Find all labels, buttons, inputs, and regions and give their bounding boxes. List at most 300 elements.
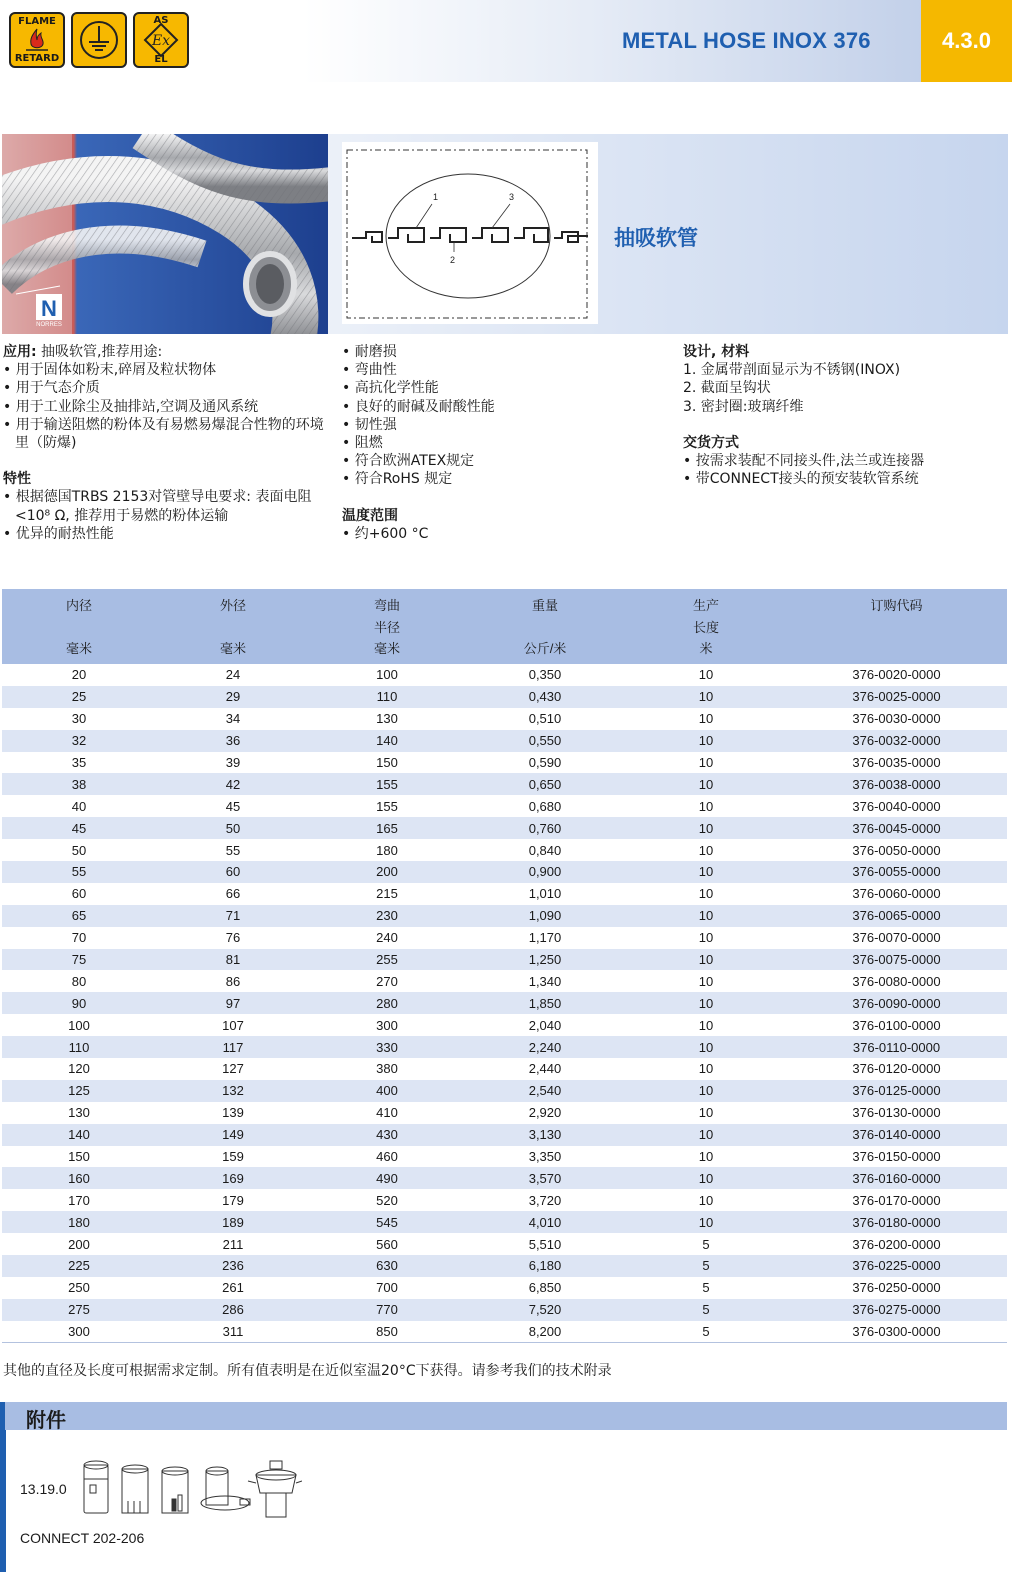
table-cell: 275: [68, 1302, 90, 1318]
table-cell: 2,040: [528, 1017, 562, 1033]
table-cell: 400: [376, 1083, 398, 1099]
table-cell: 140: [68, 1127, 90, 1143]
table-cell: 10: [698, 973, 714, 989]
table-cell: 2,920: [528, 1105, 562, 1121]
table-cell: 65: [71, 908, 87, 924]
table-cell: 376-0275-0000: [852, 1302, 941, 1318]
list-item: • 耐磨损: [342, 344, 397, 360]
table-cell: 376-0200-0000: [852, 1236, 941, 1252]
table-body: [2, 664, 1007, 1343]
delivery-heading: 交货方式: [683, 434, 739, 451]
table-cell: 10: [698, 1105, 714, 1121]
table-cell: 376-0120-0000: [852, 1061, 941, 1077]
table-cell: 66: [225, 886, 241, 902]
table-cell: 132: [222, 1083, 244, 1099]
table-cell: 32: [71, 733, 87, 749]
table-cell: 169: [222, 1170, 244, 1186]
table-cell: 236: [222, 1258, 244, 1274]
table-cell: 10: [698, 1083, 714, 1099]
table-cell: 240: [376, 930, 398, 946]
table-cell: 376-0065-0000: [852, 908, 941, 924]
table-cell: 0,510: [528, 711, 562, 727]
table-cell: 0,550: [528, 733, 562, 749]
applications-label: 应用:: [3, 344, 37, 360]
table-row: [2, 927, 1007, 949]
table-cell: 261: [222, 1280, 244, 1296]
table-cell: 10: [698, 1170, 714, 1186]
table-cell: 55: [71, 864, 87, 880]
table-cell: 376-0075-0000: [852, 952, 941, 968]
table-cell: 42: [225, 776, 241, 792]
table-cell: 34: [225, 711, 241, 727]
properties-column: [342, 343, 642, 543]
table-cell: 30: [71, 711, 87, 727]
table-row: [2, 1014, 1007, 1036]
table-cell: 376-0080-0000: [852, 973, 941, 989]
table-cell: 5: [702, 1258, 710, 1274]
column-header: 重量: [531, 598, 558, 613]
table-cell: 5: [626, 1321, 786, 1343]
table-cell: 280: [376, 995, 398, 1011]
table-cell: 10: [698, 820, 714, 836]
table-cell: 70: [71, 930, 87, 946]
table-header: [2, 589, 1007, 664]
badge-top-text: FLAME: [18, 16, 56, 27]
table-row: [2, 905, 1007, 927]
table-cell: 376-0160-0000: [852, 1170, 941, 1186]
table-cell: 255: [376, 952, 398, 968]
table-cell: 376-0125-0000: [852, 1083, 941, 1099]
table-row: [2, 1124, 1007, 1146]
units-row: [2, 637, 1007, 664]
column-header: [2, 617, 156, 637]
svg-text:Ex: Ex: [151, 33, 171, 49]
connector-icon: [248, 1461, 302, 1517]
applications-intro: [3, 343, 329, 361]
table-row: [2, 883, 1007, 905]
table-cell: 770: [376, 1302, 398, 1318]
list-item: • 符合欧洲ATEX规定: [342, 453, 475, 470]
table-cell: 110: [68, 1039, 90, 1055]
table-cell: 10: [698, 689, 714, 705]
table-row: [2, 1102, 1007, 1124]
table-cell: 155: [376, 776, 398, 792]
table-cell: 180: [376, 842, 398, 858]
table-cell: 140: [376, 733, 398, 749]
table-cell: 300: [376, 1017, 398, 1033]
table-cell: 3,720: [528, 1192, 562, 1208]
table-cell: 100: [376, 667, 398, 683]
table-cell: 376-0130-0000: [852, 1105, 941, 1121]
table-row: [2, 1058, 1007, 1080]
table-cell: 2,240: [528, 1039, 562, 1055]
table-cell: 376-0055-0000: [852, 864, 941, 880]
table-cell: 50: [71, 842, 87, 858]
table-cell: 230: [376, 908, 398, 924]
list-item: • 符合RoHS 规定: [342, 471, 453, 488]
table-cell: 311: [156, 1321, 310, 1343]
table-cell: 376-0300-0000: [786, 1321, 1007, 1343]
table-cell: 1,090: [528, 908, 562, 924]
table-cell: 211: [222, 1236, 244, 1252]
flame-retard-badge: [9, 12, 65, 68]
table-cell: 376-0045-0000: [852, 820, 941, 836]
table-cell: 10: [698, 755, 714, 770]
table-cell: 1,010: [528, 886, 562, 902]
table-cell: 0,680: [528, 798, 562, 814]
list-item: • 根据德国TRBS 2153对管壁导电要求: 表面电阻<10⁸ Ω, 推荐用于易燃的粉体运输: [3, 489, 312, 524]
table-cell: 149: [222, 1127, 244, 1143]
table-cell: 120: [68, 1061, 90, 1077]
table-cell: 160: [68, 1170, 90, 1186]
table-cell: 630: [376, 1258, 398, 1274]
table-cell: 170: [68, 1192, 90, 1208]
atex-badge: [133, 12, 189, 68]
table-row: [2, 970, 1007, 992]
table-cell: 110: [376, 689, 398, 705]
table-cell: 376-0250-0000: [852, 1280, 941, 1296]
table-cell: 97: [225, 995, 241, 1011]
table-cell: 107: [222, 1017, 244, 1033]
table-row: [2, 1299, 1007, 1321]
column-header: [464, 617, 626, 637]
table-cell: 159: [222, 1149, 244, 1165]
table-cell: 1,850: [528, 995, 562, 1011]
table-cell: 490: [376, 1170, 398, 1186]
table-row: [2, 752, 1007, 774]
list-item: • 韧性强: [342, 416, 397, 433]
table-cell: 86: [225, 973, 241, 989]
table-cell: 10: [698, 776, 714, 792]
table-cell: 10: [698, 930, 714, 946]
list-item: 3. 密封圈:玻璃纤维: [683, 398, 804, 415]
header-row: [2, 589, 1007, 617]
table-cell: 0,760: [528, 820, 562, 836]
table-cell: 376-0025-0000: [852, 689, 941, 705]
table-cell: 215: [376, 886, 398, 902]
table-cell: 165: [376, 820, 398, 836]
table-cell: 10: [698, 1039, 714, 1055]
table-cell: 10: [698, 733, 714, 749]
table-cell: 376-0030-0000: [852, 711, 941, 727]
list-item: • 良好的耐碱及耐酸性能: [342, 398, 495, 415]
temperature-heading: 温度范围: [342, 507, 398, 524]
table-cell: 376-0170-0000: [852, 1192, 941, 1208]
applications-text: 抽吸软管,推荐用途:: [36, 344, 163, 360]
table-cell: 179: [222, 1192, 244, 1208]
table-row: [2, 817, 1007, 839]
table-row: [2, 708, 1007, 730]
column-header: 订购代码: [870, 598, 923, 613]
table-cell: 189: [222, 1214, 244, 1230]
table-row: [2, 664, 1007, 686]
column-header: 半径: [373, 620, 400, 635]
table-cell: 3,570: [528, 1170, 562, 1186]
list-item: 1. 金属带剖面显示为不锈钢(INOX): [683, 362, 901, 379]
table-cell: 80: [71, 973, 87, 989]
table-cell: 150: [68, 1149, 90, 1165]
column-header: 弯曲: [373, 598, 400, 613]
connector-icon: [84, 1461, 108, 1513]
table-cell: 127: [222, 1061, 244, 1077]
table-cell: 376-0040-0000: [852, 798, 941, 814]
table-row: [2, 1167, 1007, 1189]
list-item: • 按需求装配不同接头件,法兰或连接器: [683, 453, 925, 470]
table-cell: 330: [376, 1039, 398, 1055]
table-cell: 376-0225-0000: [852, 1258, 941, 1274]
diagram-label-3: 3: [509, 192, 515, 202]
table-cell: 1,250: [528, 952, 562, 968]
column-header: [786, 617, 1007, 637]
table-cell: 10: [698, 1017, 714, 1033]
table-row: [2, 1233, 1007, 1255]
header-row: [2, 617, 1007, 637]
table-row: [2, 730, 1007, 752]
connector-icon: [201, 1467, 250, 1510]
table-cell: 10: [698, 1192, 714, 1208]
table-cell: 700: [376, 1280, 398, 1296]
table-cell: 2,540: [528, 1083, 562, 1099]
table-cell: 460: [376, 1149, 398, 1165]
table-cell: 81: [225, 952, 241, 968]
table-cell: 376-0180-0000: [852, 1214, 941, 1230]
table-cell: 430: [376, 1127, 398, 1143]
connector-icon: [122, 1465, 148, 1513]
logo-text: NORRES: [36, 322, 62, 328]
accessories-caption: CONNECT 202-206: [20, 1530, 145, 1546]
table-cell: 850: [310, 1321, 464, 1343]
table-cell: 0,840: [528, 842, 562, 858]
table-cell: 200: [376, 864, 398, 880]
table-cell: 45: [225, 798, 241, 814]
table-cell: 250: [68, 1280, 90, 1296]
table-cell: 130: [376, 711, 398, 727]
table-row: [2, 1211, 1007, 1233]
table-cell: 10: [698, 886, 714, 902]
table-cell: 376-0150-0000: [852, 1149, 941, 1165]
table-cell: 0,430: [528, 689, 562, 705]
design-column: [683, 343, 1003, 488]
unit-header: [786, 637, 1007, 664]
table-row: [2, 839, 1007, 861]
table-cell: 71: [225, 908, 241, 924]
accessories-title: 附件: [26, 1408, 66, 1432]
table-cell: 35: [71, 755, 87, 770]
list-item: • 用于输送阻燃的粉体及有易燃易爆混合性物的环境里（防爆): [3, 416, 324, 452]
footnote: 其他的直径及长度可根据需求定制。所有值表明是在近似室温20°C下获得。请参考我们的技术附录: [3, 1363, 612, 1379]
table-cell: 5: [702, 1236, 710, 1252]
table-cell: 8,200: [464, 1321, 626, 1343]
table-cell: 180: [68, 1214, 90, 1230]
table-cell: 5: [702, 1280, 710, 1296]
svg-text:N: N: [41, 296, 57, 321]
list-item: • 带CONNECT接头的预安装软管系统: [683, 471, 919, 488]
table-cell: 38: [71, 776, 87, 792]
column-header: 长度: [692, 620, 719, 635]
table-cell: 75: [71, 952, 87, 968]
table-cell: 376-0070-0000: [852, 930, 941, 946]
table-row: [2, 992, 1007, 1014]
table-row: [2, 1189, 1007, 1211]
table-row: [2, 1146, 1007, 1168]
table-cell: 24: [225, 667, 241, 683]
ground-icon: [71, 12, 127, 68]
table-row: [2, 1255, 1007, 1277]
table-cell: 10: [698, 711, 714, 727]
list-item: • 用于工业除尘及抽排站,空调及通风系统: [3, 398, 259, 415]
table-cell: 376-0090-0000: [852, 995, 941, 1011]
table-cell: 376-0038-0000: [852, 776, 941, 792]
column-header: [156, 617, 310, 637]
list-item: • 用于固体如粉末,碎屑及粒状物体: [3, 362, 217, 379]
list-item: 2. 截面呈钩状: [683, 380, 771, 397]
table-cell: 10: [698, 1214, 714, 1230]
table-cell: 300: [2, 1321, 156, 1343]
list-item: • 弯曲性: [342, 362, 397, 379]
table-row: [2, 949, 1007, 971]
table-cell: 10: [698, 952, 714, 968]
table-cell: 90: [71, 995, 87, 1011]
unit-header: 公斤/米: [523, 640, 567, 656]
table-row: [2, 1080, 1007, 1102]
table-row: [2, 1036, 1007, 1058]
table-cell: 10: [698, 864, 714, 880]
table-row: [2, 1321, 1007, 1343]
table-cell: 10: [698, 798, 714, 814]
table-cell: 270: [376, 973, 398, 989]
table-cell: 155: [376, 798, 398, 814]
grounding-badge: [71, 12, 127, 68]
table-cell: 6,180: [528, 1258, 562, 1274]
table-cell: 1,170: [528, 930, 562, 946]
table-cell: 560: [376, 1236, 398, 1252]
section-number: 4.3.0: [921, 0, 1012, 82]
table-row: [2, 773, 1007, 795]
accessories-header-bar: [5, 1402, 1007, 1430]
badge-bottom-text: EL: [154, 54, 168, 65]
table-cell: 10: [698, 667, 714, 683]
table-cell: 50: [225, 820, 241, 836]
table-cell: 10: [698, 1061, 714, 1077]
connector-icon: [162, 1467, 188, 1513]
table-cell: 4,010: [528, 1214, 562, 1230]
table-cell: 25: [71, 689, 87, 705]
table-cell: 1,340: [528, 973, 562, 989]
table-cell: 376-0110-0000: [852, 1039, 941, 1055]
table-cell: 6,850: [528, 1280, 562, 1296]
table-cell: 150: [376, 755, 398, 770]
column-header: 内径: [65, 598, 92, 613]
table-cell: 3,350: [528, 1149, 562, 1165]
list-item: • 用于气态介质: [3, 380, 100, 397]
table-cell: 130: [68, 1105, 90, 1121]
table-cell: 376-0035-0000: [852, 755, 941, 770]
list-item: • 优异的耐热性能: [3, 525, 114, 542]
table-cell: 0,590: [528, 755, 562, 770]
list-item: • 约+600 °C: [342, 525, 429, 542]
table-cell: 376-0100-0000: [852, 1017, 941, 1033]
table-cell: 29: [225, 689, 241, 705]
column-header: 生产: [692, 598, 719, 613]
table-cell: 0,650: [528, 776, 562, 792]
table-cell: 376-0050-0000: [852, 842, 941, 858]
table-cell: 60: [225, 864, 241, 880]
features-heading: 特性: [3, 471, 31, 488]
table-cell: 10: [698, 842, 714, 858]
table-cell: 380: [376, 1061, 398, 1077]
table-cell: 520: [376, 1192, 398, 1208]
table-cell: 200: [68, 1236, 90, 1252]
table-cell: 55: [225, 842, 241, 858]
table-cell: 376-0060-0000: [852, 886, 941, 902]
table-row: [2, 861, 1007, 883]
table-cell: 100: [68, 1017, 90, 1033]
table-cell: 10: [698, 995, 714, 1011]
diagram-label-2: 2: [450, 255, 456, 265]
table-cell: 0,900: [528, 864, 562, 880]
list-item: • 阻燃: [342, 435, 383, 452]
badge-top-text: AS: [153, 15, 169, 26]
table-cell: 76: [225, 930, 241, 946]
table-cell: 10: [698, 908, 714, 924]
table-cell: 117: [222, 1039, 244, 1055]
table-cell: 2,440: [528, 1061, 562, 1077]
table-cell: 125: [68, 1083, 90, 1099]
table-cell: 40: [71, 798, 87, 814]
cross-section-diagram: [342, 142, 598, 324]
table-row: [2, 1277, 1007, 1299]
hero-subtitle: 抽吸软管: [614, 226, 698, 250]
connector-illustrations: [80, 1455, 302, 1521]
table-cell: 286: [222, 1302, 244, 1318]
table-cell: 7,520: [528, 1302, 562, 1318]
table-cell: 5: [702, 1302, 710, 1318]
page-title: METAL HOSE INOX 376: [622, 28, 871, 53]
applications-column: [3, 343, 329, 543]
specification-table: [2, 589, 1007, 1343]
table-cell: 225: [68, 1258, 90, 1274]
table-cell: 20: [71, 667, 87, 683]
table-cell: 545: [376, 1214, 398, 1230]
accessories-reference: 13.19.0: [20, 1481, 67, 1497]
unit-header: 米: [699, 640, 713, 656]
table-cell: 10: [698, 1127, 714, 1143]
table-cell: 376-0020-0000: [852, 667, 941, 683]
product-photo: [2, 134, 328, 334]
badge-bottom-text: RETARD: [14, 53, 60, 64]
certification-badges: [9, 12, 189, 68]
unit-header: 毫米: [65, 640, 92, 656]
design-heading: 设计, 材料: [683, 344, 750, 360]
table-row: [2, 686, 1007, 708]
unit-header: 毫米: [219, 640, 246, 656]
table-cell: 3,130: [528, 1127, 562, 1143]
unit-header: 毫米: [373, 640, 400, 656]
list-item: • 高抗化学性能: [342, 380, 439, 397]
table-cell: 0,350: [528, 667, 562, 683]
column-header: 外径: [219, 598, 246, 613]
table-cell: 139: [222, 1105, 244, 1121]
table-cell: 36: [225, 733, 241, 749]
table-row: [2, 795, 1007, 817]
diagram-label-1: 1: [433, 192, 439, 202]
table-cell: 410: [376, 1105, 398, 1121]
table-cell: 60: [71, 886, 87, 902]
table-cell: 5,510: [528, 1236, 562, 1252]
table-cell: 10: [698, 1149, 714, 1165]
table-cell: 376-0032-0000: [852, 733, 941, 749]
table-cell: 376-0140-0000: [852, 1127, 941, 1143]
